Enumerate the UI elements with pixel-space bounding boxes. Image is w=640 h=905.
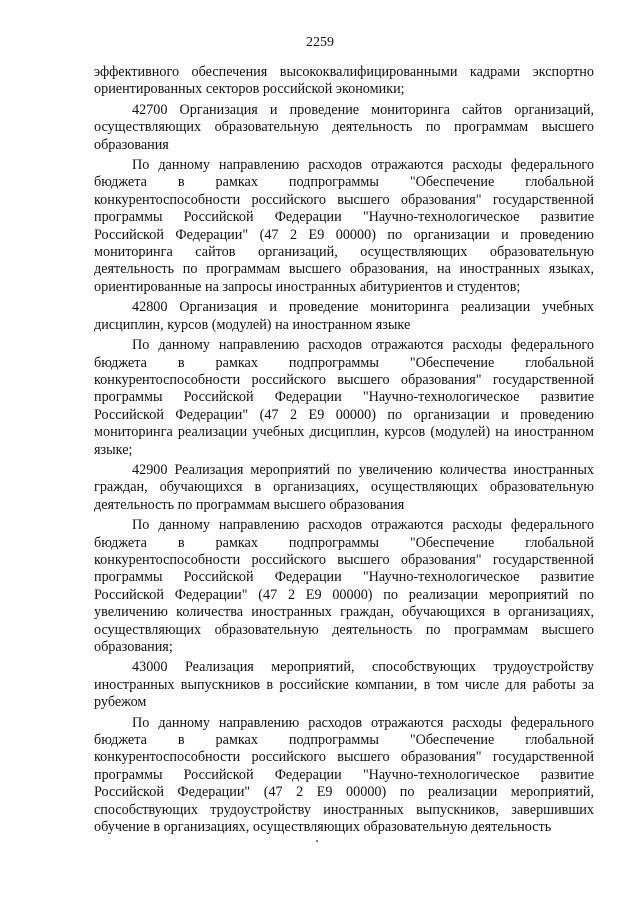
paragraph-43000-description: По данному направлению расходов отражаются расходы федерального бюджета в рамках подпрограммы "Обеспечение глобальной конкурентоспособности российского высшего образования" государственной программы Российской Федерации "Научно-технологическое развитие Российской Федерации" (47 2 Е9 00000) по реализации мероприятий, способствующих трудоустройству иностранных выпускников, завершивших обучение в организациях, осуществляющих образовательную деятельность <box>94 714 594 836</box>
section-heading-42700: 42700 Организация и проведение мониторинга сайтов организаций, осуществляющих образовательную деятельность по программам высшего образования <box>94 101 594 153</box>
section-heading-42900: 42900 Реализация мероприятий по увеличению количества иностранных граждан, обучающихся в организациях, осуществляющих образовательную деятельность по программам высшего образования <box>94 461 594 513</box>
section-heading-42800: 42800 Организация и проведение мониторинга реализации учебных дисциплин, курсов (модулей) на иностранном языке <box>94 299 594 333</box>
paragraph-continuation: эффективного обеспечения высококвалифицированными кадрами экспортно ориентированных секторов российской экономики; <box>94 64 594 98</box>
page-number: 2259 <box>306 35 334 50</box>
paragraph-42700-description: По данному направлению расходов отражаются расходы федерального бюджета в рамках подпрограммы "Обеспечение глобальной конкурентоспособности российского высшего образования" государственной программы Российской Федерации "Научно-технологическое развитие Российской Федерации" (47 2 Е9 00000) по организации и проведению мониторинга сайтов организаций, осуществляющих образовательную деятельность по программам высшего образования, на иностранных языках, ориентированные на запросы иностранных абитуриентов и студентов; <box>94 157 594 295</box>
section-heading-43000: 43000 Реализация мероприятий, способствующих трудоустройству иностранных выпускников в российские компании, в том числе для работы за рубежом <box>94 659 594 711</box>
paragraph-42800-description: По данному направлению расходов отражаются расходы федерального бюджета в рамках подпрограммы "Обеспечение глобальной конкурентоспособности российского высшего образования" государственной программы Российской Федерации "Научно-технологическое развитие Российской Федерации" (47 2 Е9 00000) по организации и проведению мониторинга реализации учебных дисциплин, курсов (модулей) на иностранном языке; <box>94 337 594 458</box>
document-body <box>94 64 594 836</box>
paragraph-42900-description: По данному направлению расходов отражаются расходы федерального бюджета в рамках подпрограммы "Обеспечение глобальной конкурентоспособности российского высшего образования" государственной программы Российской Федерации "Научно-технологическое развитие Российской Федерации" (47 2 Е9 00000) по реализации мероприятий по увеличению количества иностранных граждан, обучающихся в организациях, осуществляющих образовательную деятельность по программам высшего образования; <box>94 517 594 655</box>
scan-speck <box>316 840 318 842</box>
